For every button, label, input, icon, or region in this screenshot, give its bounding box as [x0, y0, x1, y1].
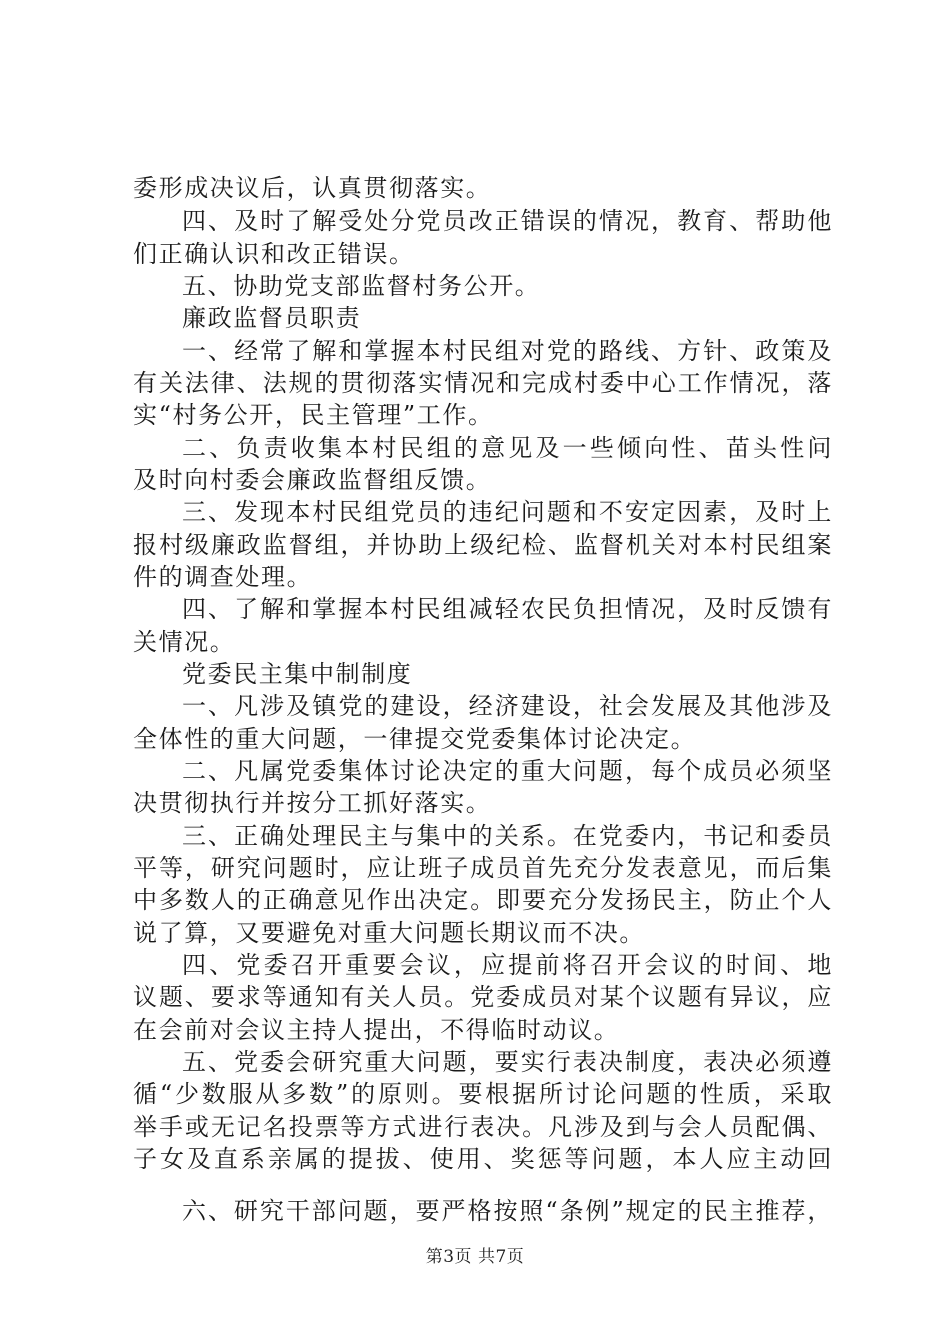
text-line: 三、发现本村民组党员的违纪问题和不安定因素，及时上 — [182, 498, 833, 526]
text-line: 子女及直系亲属的提拔、使用、奖惩等问题，本人应主动回 — [133, 1145, 833, 1173]
text-line: 有关法律、法规的贯彻落实情况和完成村委中心工作情况，落 — [133, 369, 833, 397]
text-line: 循“少数服从多数”的原则。要根据所讨论问题的性质，采取 — [133, 1080, 833, 1108]
text-line: 件的调查处理。 — [133, 563, 313, 591]
text-line: 六、研究干部问题，要严格按照“条例”规定的民主推荐， — [182, 1197, 833, 1225]
text-line: 一、凡涉及镇党的建设，经济建设，社会发展及其他涉及 — [182, 692, 833, 720]
text-line: 举手或无记名投票等方式进行表决。凡涉及到与会人员配偶、 — [133, 1113, 833, 1141]
text-line: 平等，研究问题时，应让班子成员首先充分发表意见，而后集 — [133, 854, 833, 882]
section-heading: 党委民主集中制制度 — [182, 660, 413, 688]
text-line: 在会前对会议主持人提出，不得临时动议。 — [133, 1016, 620, 1044]
text-line: 全体性的重大问题，一律提交党委集体讨论决定。 — [133, 725, 697, 753]
text-line: 决贯彻执行并按分工抓好落实。 — [133, 789, 492, 817]
text-line: 议题、要求等通知有关人员。党委成员对某个议题有异议，应 — [133, 983, 833, 1011]
text-line: 实“村务公开，民主管理”工作。 — [133, 401, 494, 429]
text-line: 中多数人的正确意见作出决定。即要充分发扬民主，防止个人 — [133, 886, 833, 914]
text-line: 三、正确处理民主与集中的关系。在党委内，书记和委员 — [182, 822, 833, 850]
text-line: 二、凡属党委集体讨论决定的重大问题，每个成员必须坚 — [182, 757, 833, 785]
text-line: 四、党委召开重要会议，应提前将召开会议的时间、地 — [182, 951, 833, 979]
text-line: 说了算，又要避免对重大问题长期议而不决。 — [133, 919, 645, 947]
text-line: 五、党委会研究重大问题，要实行表决制度，表决必须遵 — [182, 1048, 833, 1076]
text-line: 关情况。 — [133, 628, 236, 656]
page-number-footer: 第3页 共7页 — [425, 1247, 525, 1267]
text-line: 五、协助党支部监督村务公开。 — [182, 272, 541, 300]
text-line: 二、负责收集本村民组的意见及一些倾向性、苗头性问 — [182, 434, 833, 462]
text-line: 们正确认识和改正错误。 — [133, 240, 415, 268]
text-line: 委形成决议后，认真贯彻落实。 — [133, 174, 492, 202]
section-heading: 廉政监督员职责 — [182, 304, 362, 332]
text-line: 报村级廉政监督组，并协助上级纪检、监督机关对本村民组案 — [133, 531, 833, 559]
text-line: 四、了解和掌握本村民组减轻农民负担情况，及时反馈有 — [182, 595, 833, 623]
text-line: 四、及时了解受处分党员改正错误的情况，教育、帮助他 — [182, 207, 833, 235]
text-line: 一、经常了解和掌握本村民组对党的路线、方针、政策及 — [182, 337, 833, 365]
text-line: 及时向村委会廉政监督组反馈。 — [133, 466, 492, 494]
